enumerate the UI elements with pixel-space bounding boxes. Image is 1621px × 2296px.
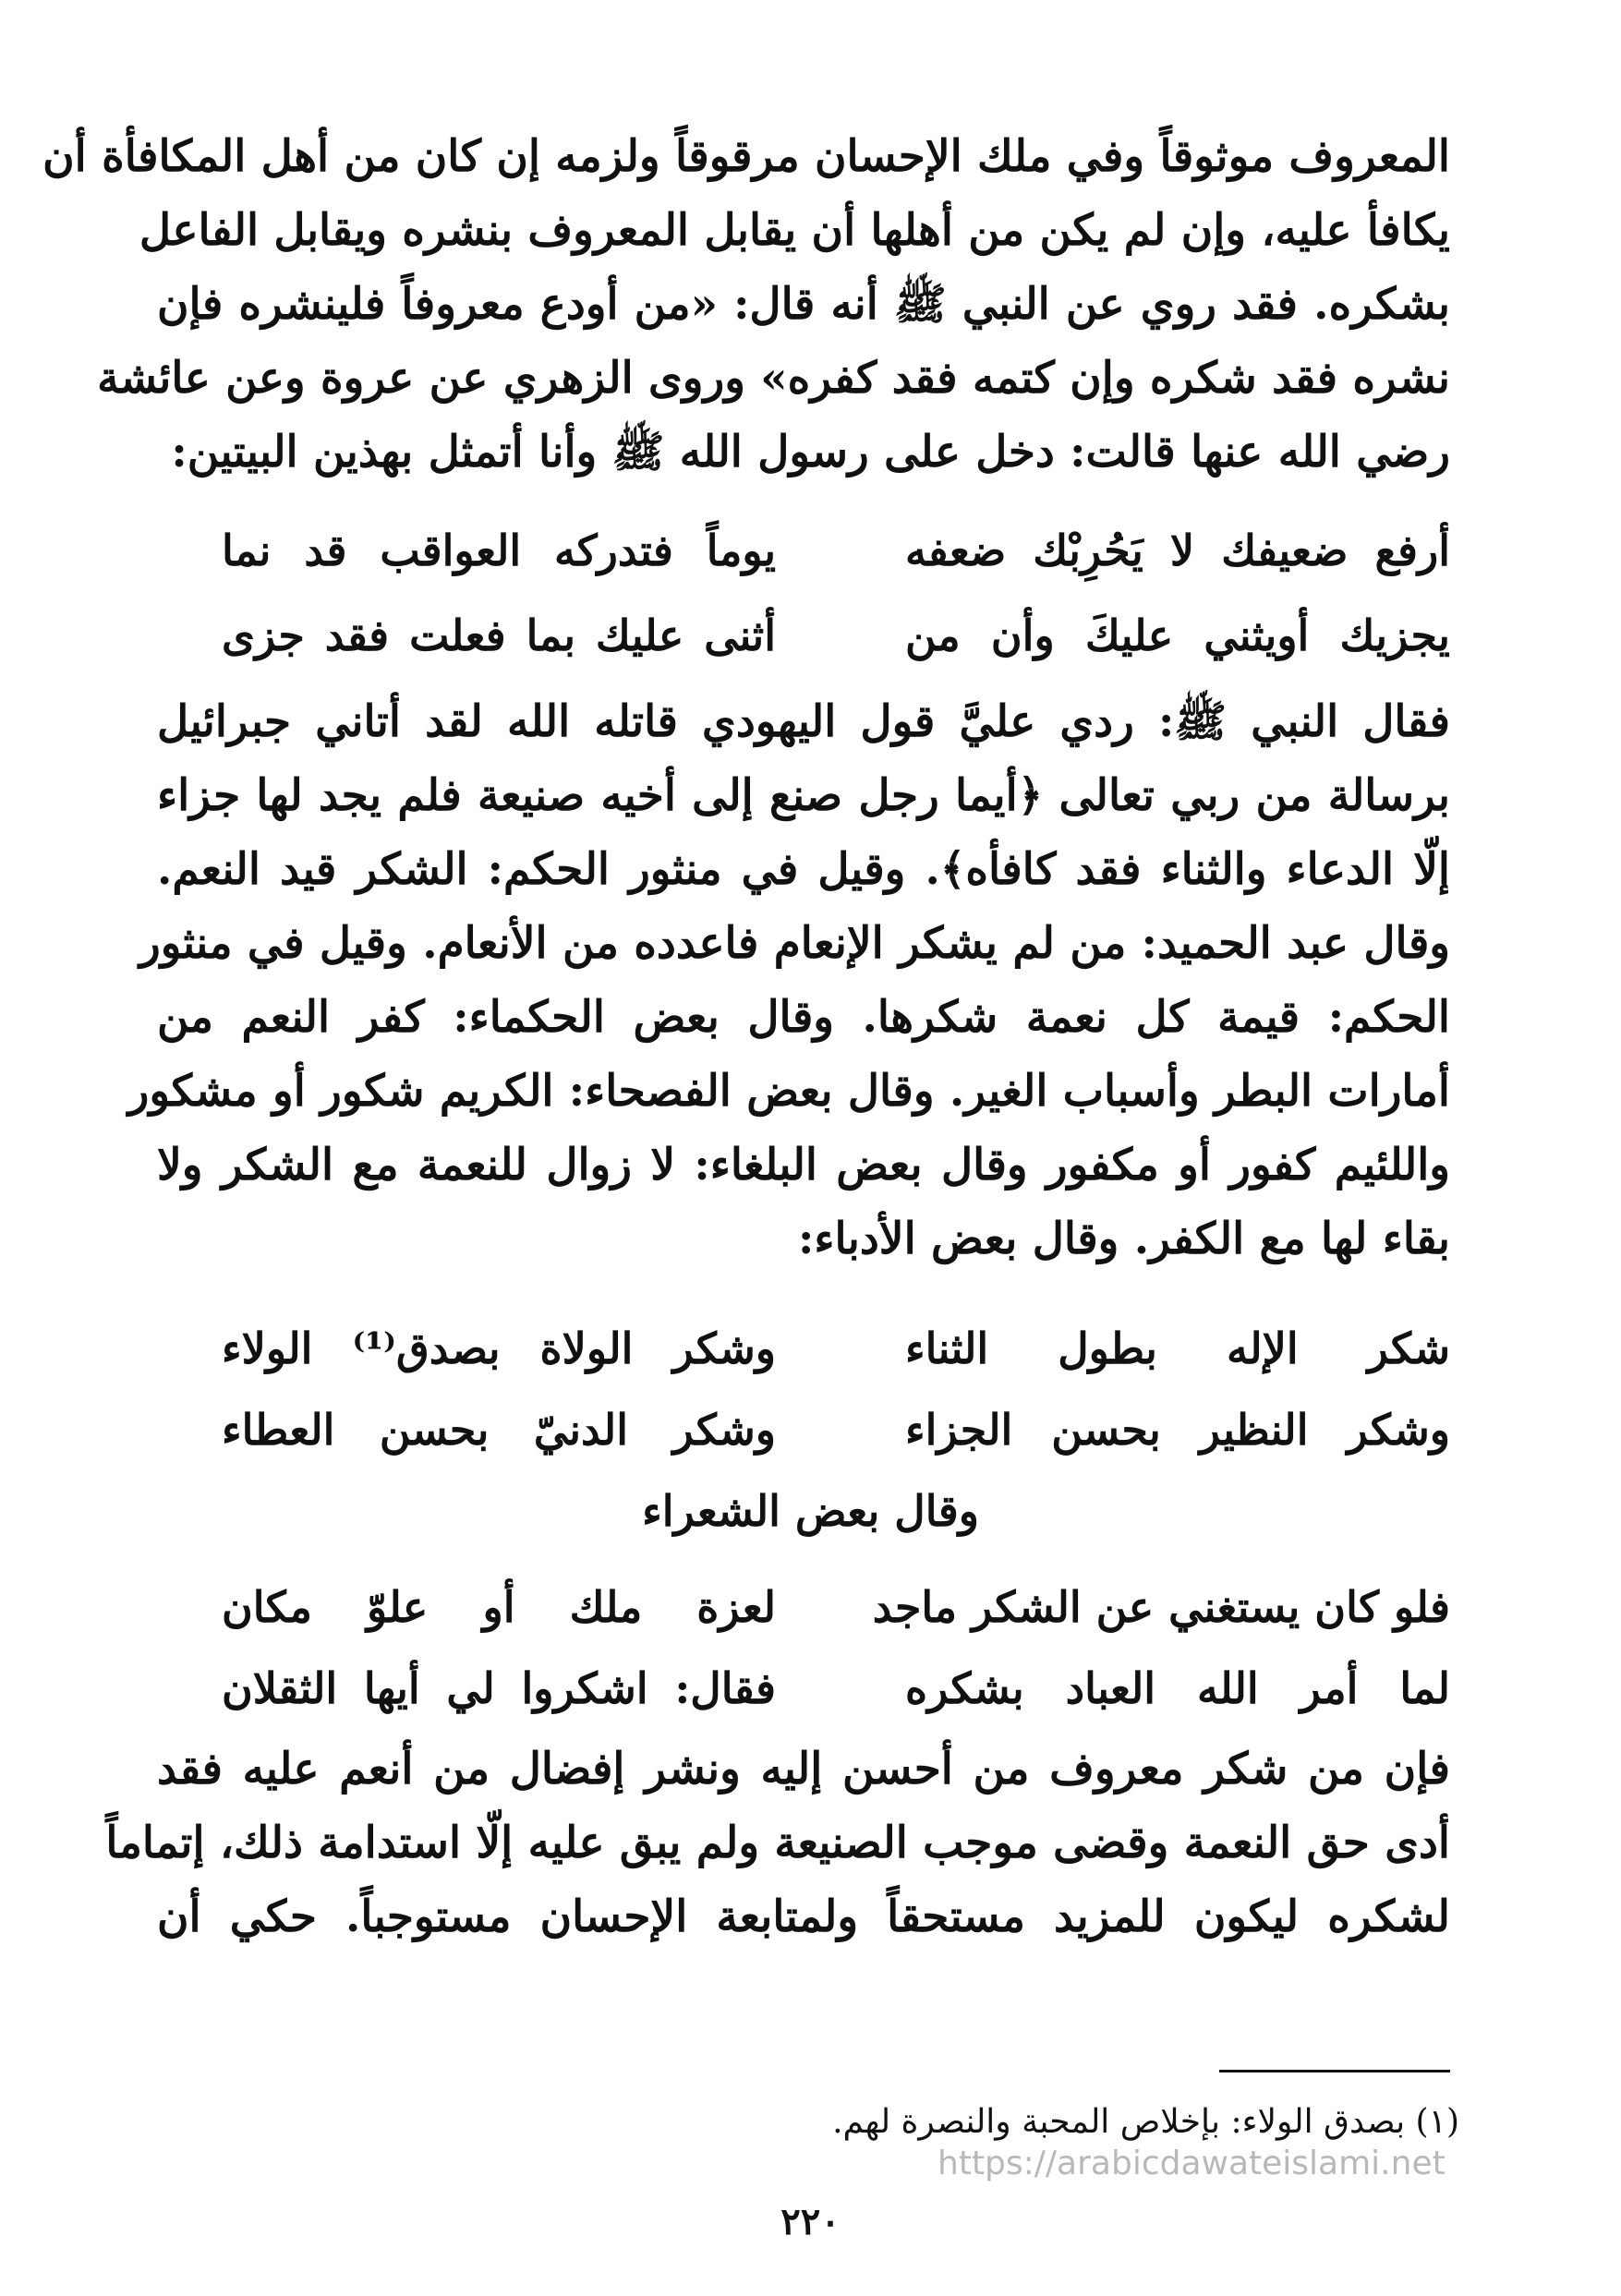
verse-second-hemistich: أثنى عليك بما فعلت فقد جزى [222,610,776,660]
poem-2 [222,1311,1450,1474]
page-number: ٢٢٠ [780,2200,841,2243]
text-line: واللئيم كفور أو مكفور وقال بعض البلغاء: لا زوال للنعمة مع الشكر ولا [157,1140,1450,1190]
verse-first-hemistich: فلو كان يستغني عن الشكر ماجد [872,1582,1450,1632]
text-line: المعروف موثوقاً وفي ملك الإحسان مرقوقاً ولزمه إن كان من أهل المكافأة أن [42,131,1450,182]
poem-1 [222,514,1450,683]
text-line: نشره فقد شكره وإن كتمه فقد كفره» وروى الزهري عن عروة وعن عائشة [97,353,1450,404]
paragraph-2 [127,685,1450,1276]
paragraph-3 [105,1733,1450,1954]
verse-couplet [222,514,1450,598]
text-line: يكافأ عليه، وإن لم يكن من أهلها أن يقابل المعروف بنشره ويقابل الفاعل [139,205,1450,256]
text-line: رضي الله عنها قالت: دخل على رسول الله ﷺ وأنا أتمثل بهذين البيتين: [171,427,1450,477]
verse-first-hemistich: أرفع ضعيفك لا يَحُرِبْك ضعفه [905,526,1450,575]
verse-couplet [222,1393,1450,1474]
verse-couplet [222,598,1450,683]
text-line: فإن من شكر معروف من أحسن إليه ونشر إفضال من أنعم عليه فقد [157,1744,1450,1795]
verse-first-hemistich: لما أمر الله العباد بشكره [905,1663,1450,1713]
verse-first-hemistich: وشكر النظير بحسن الجزاء [905,1405,1450,1455]
verse-couplet [222,1311,1450,1393]
text-line: إلّا الدعاء والثناء فقد كافأه﴾. وقيل في منثور الحكم: الشكر قيد النعم. [157,844,1450,895]
paragraph-1 [42,120,1450,489]
watermark-url: https://arabicdawateislami.net [938,2145,1446,2182]
verse-first-hemistich: يجزيك أويثني عليكَ وأن من [905,610,1450,660]
verse-second-hemistich: فقال: اشكروا لي أيها الثقلان [222,1663,776,1713]
footnote: (١) بصدق الولاء: بإخلاص المحبة والنصرة لهم. [832,2103,1459,2141]
verse-couplet [222,1570,1450,1651]
text-line: فقال النبي ﷺ: ردي عليَّ قول اليهودي قاتله الله لقد أتاني جبرائيل [157,696,1450,747]
text-line: وقال عبد الحميد: من لم يشكر الإنعام فاعدده من الأنعام. وقيل في منثور [139,918,1450,969]
poem-3 [222,1570,1450,1733]
verse-second-hemistich: يوماً فتدركه العواقب قد نما [222,526,776,575]
verse-second-hemistich: وشكر الولاة بصدق⁽¹⁾ الولاء [222,1323,776,1373]
text-line: الحكم: قيمة كل نعمة شكرها. وقال بعض الحكماء: كفر النعم من [157,992,1450,1043]
verse-couplet [222,1651,1450,1733]
text-line: أدى حق النعمة وقضى موجب الصنيعة ولم يبق عليه إلّا استدامة ذلك، إتماماً [105,1818,1450,1868]
poets-intro-heading: وقال بعض الشعراء [642,1486,979,1536]
text-line: لشكره ليكون للمزيد مستحقاً ولمتابعة الإحسان مستوجباً. حكي أن [157,1891,1450,1942]
text-line: برسالة من ربي تعالى ﴿أيما رجل صنع إلى أخيه صنيعة فلم يجد لها جزاء [157,770,1450,821]
verse-first-hemistich: شكر الإله بطول الثناء [905,1323,1450,1373]
text-line: أمارات البطر وأسباب الغير. وقال بعض الفصحاء: الكريم شكور أو مشكور [127,1066,1450,1117]
text-line: بقاء لها مع الكفر. وقال بعض الأدباء: [798,1214,1450,1264]
text-line: بشكره. فقد روي عن النبي ﷺ أنه قال: «من أودع معروفاً فلينشره فإن [157,279,1450,330]
footnote-separator [1219,2070,1450,2072]
verse-second-hemistich: لعزة ملك أو علوّ مكان [222,1582,776,1632]
verse-second-hemistich: وشكر الدنيّ بحسن العطاء [222,1405,776,1455]
